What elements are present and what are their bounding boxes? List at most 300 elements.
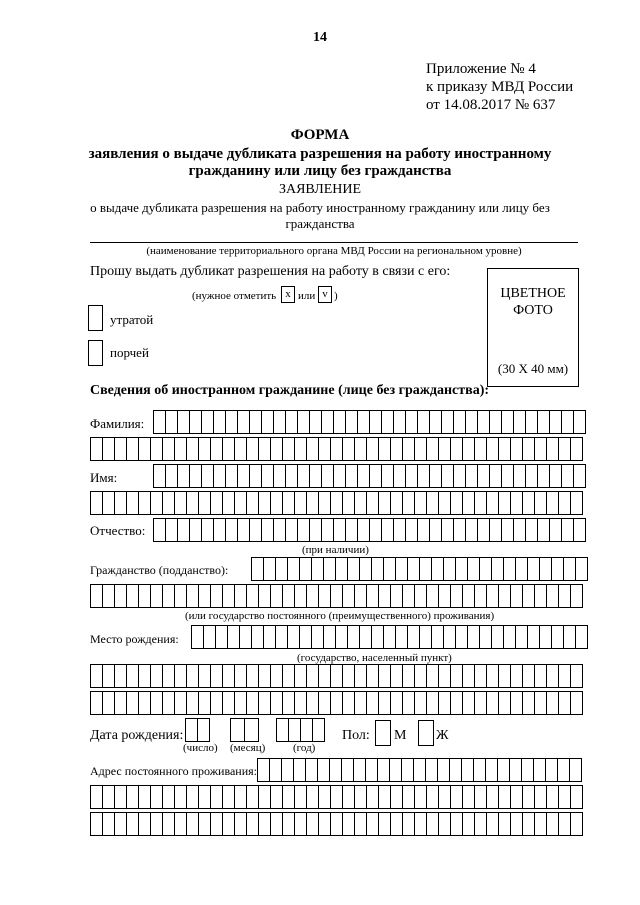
letter-cell[interactable] (451, 664, 463, 688)
letter-cell[interactable] (90, 491, 103, 515)
letter-cell[interactable] (348, 625, 360, 649)
letter-cell[interactable] (499, 785, 511, 809)
letter-cell[interactable] (450, 758, 462, 782)
letter-cell[interactable] (346, 464, 358, 488)
letter-cell[interactable] (322, 518, 334, 542)
letter-cell[interactable] (127, 437, 139, 461)
letter-cell[interactable] (463, 785, 475, 809)
letter-cell[interactable] (235, 664, 247, 688)
letter-cell[interactable] (391, 785, 403, 809)
letter-cell[interactable] (190, 464, 202, 488)
letter-cell[interactable] (492, 625, 504, 649)
letter-cell[interactable] (286, 518, 298, 542)
letter-cell[interactable] (562, 464, 574, 488)
letter-cell[interactable] (115, 812, 127, 836)
letter-cell[interactable] (408, 557, 420, 581)
letter-cell[interactable] (432, 625, 444, 649)
letter-cell[interactable] (331, 785, 343, 809)
letter-cell[interactable] (463, 812, 475, 836)
letter-cell[interactable] (451, 491, 463, 515)
letter-cell[interactable] (534, 758, 546, 782)
letter-cell[interactable] (294, 758, 306, 782)
letter-cell[interactable] (301, 718, 313, 742)
letter-cell[interactable] (427, 664, 439, 688)
letter-cell[interactable] (439, 812, 451, 836)
letter-cell[interactable] (331, 812, 343, 836)
letter-cell[interactable] (295, 691, 307, 715)
letter-cell[interactable] (271, 691, 283, 715)
letter-cell[interactable] (247, 812, 259, 836)
letter-cell[interactable] (552, 625, 564, 649)
letter-cell[interactable] (391, 812, 403, 836)
letter-cell[interactable] (535, 664, 547, 688)
letter-cell[interactable] (238, 518, 250, 542)
letter-cell[interactable] (276, 557, 288, 581)
letter-cell[interactable] (571, 437, 583, 461)
letter-cell[interactable] (214, 464, 226, 488)
letter-cell[interactable] (511, 437, 523, 461)
letter-cell[interactable] (415, 664, 427, 688)
letter-cell[interactable] (523, 691, 535, 715)
letter-cell[interactable] (547, 785, 559, 809)
letter-cell[interactable] (319, 437, 331, 461)
letter-cell[interactable] (382, 518, 394, 542)
birth-year-cells[interactable] (276, 718, 325, 742)
letter-cell[interactable] (390, 758, 402, 782)
letter-cell[interactable] (139, 584, 151, 608)
letter-cell[interactable] (348, 557, 360, 581)
letter-cell[interactable] (571, 584, 583, 608)
letter-cell[interactable] (523, 664, 535, 688)
letter-cell[interactable] (571, 785, 583, 809)
letter-cell[interactable] (403, 437, 415, 461)
letter-cell[interactable] (295, 785, 307, 809)
letter-cell[interactable] (559, 785, 571, 809)
letter-cell[interactable] (415, 691, 427, 715)
letter-cell[interactable] (384, 625, 396, 649)
letter-cell[interactable] (211, 664, 223, 688)
letter-cell[interactable] (300, 625, 312, 649)
letter-cell[interactable] (486, 758, 498, 782)
letter-cell[interactable] (367, 691, 379, 715)
letter-cell[interactable] (103, 664, 115, 688)
letter-cell[interactable] (559, 812, 571, 836)
letter-cell[interactable] (346, 410, 358, 434)
letter-cell[interactable] (191, 625, 204, 649)
letter-cell[interactable] (139, 812, 151, 836)
letter-cell[interactable] (522, 758, 534, 782)
letter-cell[interactable] (271, 812, 283, 836)
letter-cell[interactable] (262, 518, 274, 542)
letter-cell[interactable] (271, 437, 283, 461)
letter-cell[interactable] (319, 691, 331, 715)
letter-cell[interactable] (199, 785, 211, 809)
letter-cell[interactable] (391, 584, 403, 608)
letter-cell[interactable] (382, 410, 394, 434)
letter-cell[interactable] (274, 518, 286, 542)
address-cells-row-3[interactable] (90, 812, 583, 836)
letter-cell[interactable] (480, 625, 492, 649)
letter-cell[interactable] (355, 812, 367, 836)
letter-cell[interactable] (319, 491, 331, 515)
letter-cell[interactable] (151, 691, 163, 715)
letter-cell[interactable] (528, 625, 540, 649)
letter-cell[interactable] (103, 437, 115, 461)
letter-cell[interactable] (475, 491, 487, 515)
letter-cell[interactable] (490, 464, 502, 488)
letter-cell[interactable] (187, 584, 199, 608)
letter-cell[interactable] (289, 718, 301, 742)
letter-cell[interactable] (211, 785, 223, 809)
letter-cell[interactable] (379, 664, 391, 688)
letter-cell[interactable] (559, 664, 571, 688)
letter-cell[interactable] (90, 812, 103, 836)
letter-cell[interactable] (127, 691, 139, 715)
letter-cell[interactable] (283, 437, 295, 461)
letter-cell[interactable] (571, 664, 583, 688)
letter-cell[interactable] (426, 758, 438, 782)
letter-cell[interactable] (175, 785, 187, 809)
letter-cell[interactable] (334, 518, 346, 542)
letter-cell[interactable] (576, 557, 588, 581)
letter-cell[interactable] (163, 664, 175, 688)
letter-cell[interactable] (163, 691, 175, 715)
name-cells-row-2[interactable] (90, 491, 583, 515)
letter-cell[interactable] (396, 625, 408, 649)
letter-cell[interactable] (550, 518, 562, 542)
letter-cell[interactable] (204, 625, 216, 649)
letter-cell[interactable] (334, 410, 346, 434)
letter-cell[interactable] (252, 625, 264, 649)
letter-cell[interactable] (262, 464, 274, 488)
letter-cell[interactable] (490, 518, 502, 542)
letter-cell[interactable] (430, 518, 442, 542)
letter-cell[interactable] (163, 812, 175, 836)
letter-cell[interactable] (367, 812, 379, 836)
letter-cell[interactable] (564, 557, 576, 581)
letter-cell[interactable] (535, 812, 547, 836)
letter-cell[interactable] (384, 557, 396, 581)
letter-cell[interactable] (127, 664, 139, 688)
letter-cell[interactable] (559, 691, 571, 715)
letter-cell[interactable] (151, 664, 163, 688)
letter-cell[interactable] (295, 664, 307, 688)
letter-cell[interactable] (259, 584, 271, 608)
letter-cell[interactable] (574, 464, 586, 488)
letter-cell[interactable] (550, 464, 562, 488)
letter-cell[interactable] (478, 464, 490, 488)
letter-cell[interactable] (324, 557, 336, 581)
letter-cell[interactable] (432, 557, 444, 581)
letter-cell[interactable] (139, 437, 151, 461)
letter-cell[interactable] (475, 664, 487, 688)
letter-cell[interactable] (370, 518, 382, 542)
surname-cells[interactable] (153, 410, 586, 434)
letter-cell[interactable] (547, 584, 559, 608)
letter-cell[interactable] (403, 584, 415, 608)
letter-cell[interactable] (526, 410, 538, 434)
letter-cell[interactable] (396, 557, 408, 581)
letter-cell[interactable] (247, 491, 259, 515)
letter-cell[interactable] (514, 464, 526, 488)
citizenship-cells[interactable] (251, 557, 588, 581)
birthplace-cells-row-2[interactable] (90, 664, 583, 688)
letter-cell[interactable] (511, 664, 523, 688)
birth-day-cells[interactable] (185, 718, 210, 742)
letter-cell[interactable] (163, 437, 175, 461)
letter-cell[interactable] (115, 491, 127, 515)
letter-cell[interactable] (355, 664, 367, 688)
letter-cell[interactable] (319, 584, 331, 608)
letter-cell[interactable] (502, 410, 514, 434)
letter-cell[interactable] (468, 625, 480, 649)
letter-cell[interactable] (151, 584, 163, 608)
letter-cell[interactable] (312, 557, 324, 581)
letter-cell[interactable] (478, 410, 490, 434)
letter-cell[interactable] (499, 812, 511, 836)
letter-cell[interactable] (462, 758, 474, 782)
letter-cell[interactable] (564, 625, 576, 649)
letter-cell[interactable] (418, 518, 430, 542)
letter-cell[interactable] (442, 464, 454, 488)
letter-cell[interactable] (394, 464, 406, 488)
letter-cell[interactable] (238, 464, 250, 488)
letter-cell[interactable] (223, 664, 235, 688)
letter-cell[interactable] (391, 691, 403, 715)
letter-cell[interactable] (259, 691, 271, 715)
letter-cell[interactable] (175, 812, 187, 836)
letter-cell[interactable] (238, 410, 250, 434)
letter-cell[interactable] (331, 691, 343, 715)
address-cells-row-2[interactable] (90, 785, 583, 809)
letter-cell[interactable] (322, 410, 334, 434)
letter-cell[interactable] (439, 584, 451, 608)
letter-cell[interactable] (90, 691, 103, 715)
letter-cell[interactable] (343, 584, 355, 608)
letter-cell[interactable] (286, 464, 298, 488)
letter-cell[interactable] (330, 758, 342, 782)
letter-cell[interactable] (163, 491, 175, 515)
letter-cell[interactable] (343, 437, 355, 461)
letter-cell[interactable] (271, 664, 283, 688)
letter-cell[interactable] (463, 691, 475, 715)
letter-cell[interactable] (274, 464, 286, 488)
birth-month-cells[interactable] (230, 718, 259, 742)
letter-cell[interactable] (402, 758, 414, 782)
letter-cell[interactable] (571, 491, 583, 515)
letter-cell[interactable] (439, 437, 451, 461)
letter-cell[interactable] (430, 410, 442, 434)
letter-cell[interactable] (223, 785, 235, 809)
citizenship-cells-row-2[interactable] (90, 584, 583, 608)
letter-cell[interactable] (139, 785, 151, 809)
letter-cell[interactable] (367, 437, 379, 461)
letter-cell[interactable] (414, 758, 426, 782)
letter-cell[interactable] (516, 557, 528, 581)
letter-cell[interactable] (190, 518, 202, 542)
letter-cell[interactable] (516, 625, 528, 649)
letter-cell[interactable] (366, 758, 378, 782)
letter-cell[interactable] (257, 758, 270, 782)
letter-cell[interactable] (250, 518, 262, 542)
letter-cell[interactable] (454, 518, 466, 542)
letter-cell[interactable] (391, 491, 403, 515)
letter-cell[interactable] (298, 410, 310, 434)
letter-cell[interactable] (298, 518, 310, 542)
surname-cells-row-2[interactable] (90, 437, 583, 461)
letter-cell[interactable] (499, 584, 511, 608)
letter-cell[interactable] (175, 437, 187, 461)
letter-cell[interactable] (103, 491, 115, 515)
letter-cell[interactable] (288, 625, 300, 649)
letter-cell[interactable] (214, 518, 226, 542)
letter-cell[interactable] (511, 691, 523, 715)
letter-cell[interactable] (394, 518, 406, 542)
letter-cell[interactable] (370, 464, 382, 488)
letter-cell[interactable] (487, 691, 499, 715)
letter-cell[interactable] (574, 518, 586, 542)
letter-cell[interactable] (185, 718, 198, 742)
letter-cell[interactable] (271, 491, 283, 515)
letter-cell[interactable] (367, 785, 379, 809)
letter-cell[interactable] (139, 491, 151, 515)
letter-cell[interactable] (526, 518, 538, 542)
letter-cell[interactable] (235, 691, 247, 715)
letter-cell[interactable] (166, 518, 178, 542)
letter-cell[interactable] (307, 812, 319, 836)
letter-cell[interactable] (559, 584, 571, 608)
letter-cell[interactable] (504, 625, 516, 649)
name-cells[interactable] (153, 464, 586, 488)
letter-cell[interactable] (574, 410, 586, 434)
letter-cell[interactable] (355, 584, 367, 608)
letter-cell[interactable] (439, 491, 451, 515)
letter-cell[interactable] (487, 584, 499, 608)
letter-cell[interactable] (283, 812, 295, 836)
letter-cell[interactable] (427, 491, 439, 515)
letter-cell[interactable] (198, 718, 210, 742)
letter-cell[interactable] (463, 664, 475, 688)
letter-cell[interactable] (490, 410, 502, 434)
letter-cell[interactable] (199, 691, 211, 715)
letter-cell[interactable] (442, 410, 454, 434)
letter-cell[interactable] (127, 584, 139, 608)
letter-cell[interactable] (283, 691, 295, 715)
letter-cell[interactable] (346, 518, 358, 542)
letter-cell[interactable] (468, 557, 480, 581)
letter-cell[interactable] (295, 584, 307, 608)
letter-cell[interactable] (466, 464, 478, 488)
letter-cell[interactable] (415, 437, 427, 461)
letter-cell[interactable] (245, 718, 259, 742)
letter-cell[interactable] (463, 584, 475, 608)
letter-cell[interactable] (247, 437, 259, 461)
letter-cell[interactable] (360, 557, 372, 581)
letter-cell[interactable] (547, 491, 559, 515)
letter-cell[interactable] (324, 625, 336, 649)
letter-cell[interactable] (427, 812, 439, 836)
letter-cell[interactable] (259, 491, 271, 515)
letter-cell[interactable] (259, 437, 271, 461)
loss-checkbox[interactable] (88, 305, 103, 331)
letter-cell[interactable] (420, 625, 432, 649)
letter-cell[interactable] (406, 518, 418, 542)
letter-cell[interactable] (336, 557, 348, 581)
letter-cell[interactable] (427, 691, 439, 715)
letter-cell[interactable] (288, 557, 300, 581)
letter-cell[interactable] (151, 437, 163, 461)
letter-cell[interactable] (499, 491, 511, 515)
letter-cell[interactable] (487, 812, 499, 836)
letter-cell[interactable] (259, 664, 271, 688)
letter-cell[interactable] (322, 464, 334, 488)
letter-cell[interactable] (403, 664, 415, 688)
letter-cell[interactable] (286, 410, 298, 434)
letter-cell[interactable] (319, 785, 331, 809)
letter-cell[interactable] (475, 584, 487, 608)
letter-cell[interactable] (403, 691, 415, 715)
female-checkbox[interactable] (418, 720, 434, 746)
birthplace-cells-row-3[interactable] (90, 691, 583, 715)
letter-cell[interactable] (175, 691, 187, 715)
letter-cell[interactable] (151, 812, 163, 836)
letter-cell[interactable] (318, 758, 330, 782)
letter-cell[interactable] (535, 691, 547, 715)
letter-cell[interactable] (538, 410, 550, 434)
letter-cell[interactable] (439, 664, 451, 688)
letter-cell[interactable] (475, 437, 487, 461)
letter-cell[interactable] (540, 625, 552, 649)
letter-cell[interactable] (499, 691, 511, 715)
letter-cell[interactable] (103, 584, 115, 608)
letter-cell[interactable] (442, 518, 454, 542)
letter-cell[interactable] (307, 664, 319, 688)
letter-cell[interactable] (514, 518, 526, 542)
letter-cell[interactable] (528, 557, 540, 581)
letter-cell[interactable] (319, 812, 331, 836)
letter-cell[interactable] (427, 584, 439, 608)
letter-cell[interactable] (498, 758, 510, 782)
letter-cell[interactable] (480, 557, 492, 581)
letter-cell[interactable] (235, 437, 247, 461)
letter-cell[interactable] (166, 410, 178, 434)
letter-cell[interactable] (211, 812, 223, 836)
letter-cell[interactable] (264, 557, 276, 581)
letter-cell[interactable] (175, 584, 187, 608)
letter-cell[interactable] (343, 785, 355, 809)
letter-cell[interactable] (90, 785, 103, 809)
letter-cell[interactable] (358, 464, 370, 488)
letter-cell[interactable] (355, 491, 367, 515)
letter-cell[interactable] (199, 437, 211, 461)
letter-cell[interactable] (178, 464, 190, 488)
letter-cell[interactable] (378, 758, 390, 782)
letter-cell[interactable] (526, 464, 538, 488)
letter-cell[interactable] (223, 812, 235, 836)
letter-cell[interactable] (187, 664, 199, 688)
letter-cell[interactable] (418, 464, 430, 488)
letter-cell[interactable] (403, 812, 415, 836)
letter-cell[interactable] (235, 785, 247, 809)
letter-cell[interactable] (547, 812, 559, 836)
letter-cell[interactable] (178, 410, 190, 434)
letter-cell[interactable] (153, 464, 166, 488)
letter-cell[interactable] (358, 410, 370, 434)
letter-cell[interactable] (570, 758, 582, 782)
letter-cell[interactable] (499, 664, 511, 688)
letter-cell[interactable] (313, 718, 325, 742)
letter-cell[interactable] (343, 664, 355, 688)
